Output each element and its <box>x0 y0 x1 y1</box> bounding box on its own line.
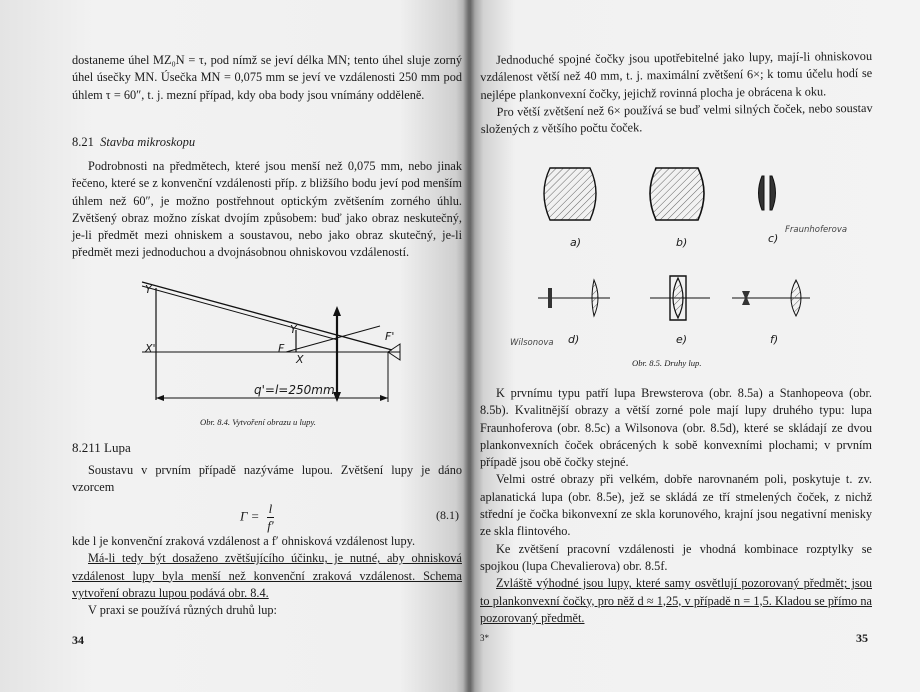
page-number-right: 35 <box>856 631 868 645</box>
lens-chevalier-2-icon <box>791 280 801 316</box>
formula-tag: (8.1) <box>436 508 459 522</box>
fig85-label-f: f) <box>770 333 779 346</box>
handwritten-fraunhofer: Fraunhoferova <box>785 225 848 235</box>
figure-8-5-caption: Obr. 8.5. Druhy lup. <box>632 358 702 368</box>
ray-second <box>142 286 338 340</box>
lens-stanhope-icon <box>650 168 704 220</box>
handwritten-wilson: Wilsonova <box>510 338 554 348</box>
lens-fraunhofer-2-icon <box>770 176 776 210</box>
fig84-label-distance: q'=l=250mm <box>254 383 335 397</box>
formula-numerator: l <box>268 501 273 516</box>
signature-mark: 3* <box>480 633 489 643</box>
fig85-label-e: e) <box>676 333 688 346</box>
fig84-label-f-prime: F' <box>385 330 395 343</box>
fig84-label-y-top: Y <box>145 283 152 296</box>
fig84-label-x-small: X <box>296 353 304 366</box>
fig84-label-f: F <box>278 342 285 355</box>
figure-8-4-diagram <box>0 270 470 430</box>
fig85-label-d: d) <box>568 333 580 346</box>
left-paragraph-3: Soustavu v prvním případě nazýváme lupou. Zvětšení lupy je dáno vzorcem <box>72 463 462 495</box>
lens-wilson-2-icon <box>592 280 598 316</box>
left-paragraph-2: Podrobnosti na předmětech, které jsou menší než 0,075 mm, nebo jinak řečeno, které se z konvenční vzdálenosti příp. z bližšího bodu jeví pod menším úhlem než 60″, je možno postřehnout optickým zvětšením zorného úhlu. Zvětšený obraz možno získat dvojím způsobem: buď jako obraz neskutečný, je-li předmět mezi ohniskem a soustavou, nebo jako obraz skutečný, je-li předmět mezi jednoduchou a dvojnásobnou ohniskovou vzdáleností. <box>72 159 462 260</box>
lens-fraunhofer-1-icon <box>759 176 765 210</box>
book-gutter <box>463 0 475 692</box>
left-paragraph-4: kde l je konvenční zraková vzdálenost a f′ ohnisková vzdálenost lupy. Má-li tedy být dosaženo zvětšujícího účinku, je nutné, aby ohnisková vzdálenost lupy byla menší než konvenční zraková vzdálenost. Schema vytvoření obrazu lupou podává obr. 8.4. V praxi se používá různých druhů lup: <box>72 534 462 618</box>
lens-wilson-1-icon <box>548 288 552 308</box>
figure-8-5-diagram <box>470 148 920 348</box>
formula-8-1: Γ = $\frac{l}{f'}$ <box>240 501 274 533</box>
fig85-label-b: b) <box>676 236 688 249</box>
ray-top <box>142 282 395 350</box>
lens-brewster-icon <box>544 168 596 220</box>
fig85-label-c: c) <box>768 232 779 245</box>
fig84-label-x-left: X' <box>145 342 156 355</box>
page-number-left: 34 <box>72 633 84 647</box>
dimension-arrow-left <box>156 395 164 401</box>
right-page <box>470 0 920 692</box>
left-paragraph-1: dostaneme úhel MZ₀N = τ, pod nímž se jeví délka MN; tento úhel sluje zorný úhel úsečky MN. Úsečka MN = 0,075 mm se jeví ve vzdálenosti 250 mm pod úhlem τ = 60″, t. j. mezní případ, kdy oba body jsou vnímány odděleně. <box>72 53 462 102</box>
figure-8-4-caption: Obr. 8.4. Vytvoření obrazu u lupy. <box>200 417 316 427</box>
right-paragraph-1: Jednoduché spojné čočky jsou upotřebitelné jako lupy, mají-li ohniskovou vzdálenost větší než 40 mm, t. j. maximální zvětšení 6×; k tomu účelu hodí se nejlépe plankonvexní čočky, jejichž rovinná plocha je obrácena k oku. Pro větší zvětšení než 6× používá se buď velmi silných čoček, nebo soustav složených z většího počtu čoček. <box>480 48 873 137</box>
formula-denominator: f′ <box>267 518 274 533</box>
section-heading-8-211: 8.211 Lupa <box>72 440 131 455</box>
dimension-arrow-right <box>380 395 388 401</box>
section-heading-8-21: 8.21 Stavba mikroskopu <box>72 135 196 149</box>
right-paragraph-3: K prvnímu typu patří lupa Brewsterova (obr. 8.5a) a Stanhopeova (obr. 8.5b). Kvalitnější obrazy a větší zorné pole mají lupy druhého typu: lupa Fraunhoferova (obr. 8.5c) a Wilsonova (obr. 8.5d), které se skládají ze dvou plankonvexních čoček obrácených k sobě konvexními plochami; v prvním případě jsou obě čočky stejné. Velmi ostré obrazy při velkém, dobře narovnaném poli, poskytuje t. zv. aplanatická lupa (obr. 8.5e), jež se skládá ze tří stmelených čoček, z nichž střední je čočka bikonvexní ze skla korunového, krajní jsou negativní menisky ze skla flintového. Ke zvětšení pracovní vzdálenosti je vhodná kombinace rozptylky se spojkou (lupa Chevalierova) obr. 8.5f. Zvláště výhodné jsou lupy, které samy osvětlují pozorovaný předmět; jsou to plankonvexní čočky, pro něž d ≈ 1,25, v případě n = 1,5. Kladou se přímo na pozorovaný předmět. <box>480 386 872 625</box>
lens-aplanatic-inner-icon <box>673 278 683 318</box>
fig84-label-y-small: Y <box>290 323 297 336</box>
fig85-label-a: a) <box>570 236 582 249</box>
lens-arrow-top <box>333 306 341 316</box>
